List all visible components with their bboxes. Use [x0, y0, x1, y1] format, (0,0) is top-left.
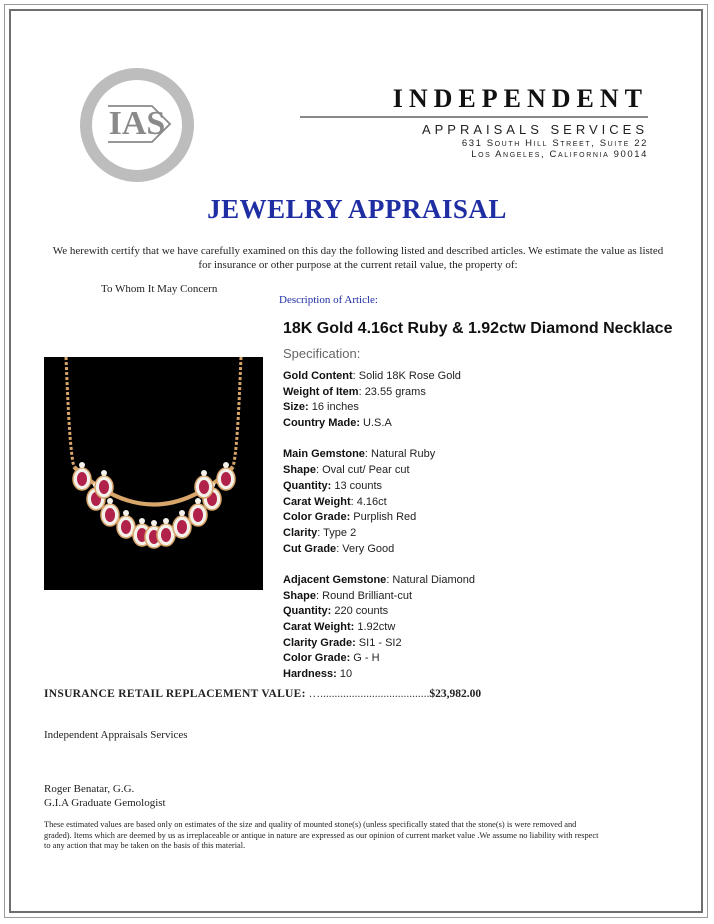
- specification-list: [283, 369, 475, 683]
- item-title: 18K Gold 4.16ct Ruby & 1.92ctw Diamond Necklace: [283, 320, 673, 337]
- address-line-2: Los Angeles, California 90014: [471, 149, 648, 160]
- spec-country: Country Made: U.S.A: [283, 417, 392, 430]
- company-subtitle: APPRAISALS SERVICES: [421, 122, 648, 137]
- spec-adj-quantity: Quantity: 220 counts: [283, 605, 389, 618]
- document-title: JEWELRY APPRAISAL: [207, 194, 507, 224]
- disclaimer-text: These estimated values are based only on estimates of the size and quality of mounted stone(s) (unless specifically stated that the stone(s) is were removed and graded). Items which are deemed by us as irreplaceable or antique in nature are expressed as our opinion of current market value .We assume no liability with respect to any action that may be taken on the basis of this material.: [44, 820, 599, 850]
- company-header: [300, 84, 648, 160]
- insurance-value-line: [44, 688, 481, 700]
- insurance-value: $23,982.00: [429, 688, 482, 700]
- ruby-pendant: [217, 462, 235, 490]
- spec-adj-carat: Carat Weight: 1.92ctw: [283, 621, 396, 633]
- logo-ring-text: Appraisal: [104, 147, 155, 170]
- spec-main-cut: Cut Grade: Very Good: [283, 542, 395, 555]
- signer-title: G.I.A Graduate Gemologist: [44, 797, 166, 809]
- spec-adj-clarity: Clarity Grade: SI1 - SI2: [283, 636, 402, 649]
- specification-heading: Specification:: [283, 346, 361, 361]
- spec-gold-content: Gold Content: Solid 18K Rose Gold: [283, 370, 461, 382]
- spec-main-shape: Shape: Oval cut/ Pear cut: [283, 464, 410, 477]
- spec-main-carat: Carat Weight: 4.16ct: [283, 495, 387, 508]
- spec-weight: Weight of Item: 23.55 grams: [283, 385, 426, 398]
- ias-logo: [78, 66, 196, 184]
- spec-main-clarity: Clarity: Type 2: [283, 526, 357, 539]
- signer-name: Roger Benatar, G.G.: [44, 783, 135, 795]
- certification-text: We herewith certify that we have carefully examined on this day the following listed and described articles. We estimate the value as listed for insurance or other purpose at the current retail value, the property of:: [52, 245, 664, 271]
- spec-adj-gemstone: Adjacent Gemstone: Natural Diamond: [283, 573, 475, 586]
- necklace-photo: [44, 357, 263, 590]
- signer-block: [44, 782, 166, 810]
- spec-size: Size: 16 inches: [283, 401, 359, 414]
- spec-spacer: [283, 432, 475, 448]
- spec-adj-hardness: Hardness: 10: [283, 668, 353, 681]
- logo-letters: IAS: [108, 105, 166, 142]
- spec-main-gemstone: Main Gemstone: Natural Ruby: [283, 448, 436, 461]
- spec-main-quantity: Quantity: 13 counts: [283, 479, 383, 492]
- insurance-dots: …......................................: [305, 688, 430, 700]
- spec-spacer: [283, 557, 475, 573]
- spec-adj-color: Color Grade: G - H: [283, 652, 380, 665]
- ruby-pendant: [157, 518, 175, 546]
- header-rule: [300, 116, 648, 118]
- spec-adj-shape: Shape: Round Brilliant-cut: [283, 589, 413, 602]
- signature-company: Independent Appraisals Services: [44, 729, 188, 741]
- address-line-1: 631 South Hill Street, Suite 22: [461, 138, 648, 149]
- ruby-pendant: [195, 470, 213, 498]
- spec-main-color: Color Grade: Purplish Red: [283, 511, 417, 524]
- recipient: To Whom It May Concern: [101, 283, 218, 295]
- insurance-label: INSURANCE RETAIL REPLACEMENT VALUE:: [44, 688, 306, 700]
- ruby-pendant: [95, 470, 113, 498]
- description-label: Description of Article:: [279, 294, 378, 306]
- company-name: INDEPENDENT: [392, 84, 648, 113]
